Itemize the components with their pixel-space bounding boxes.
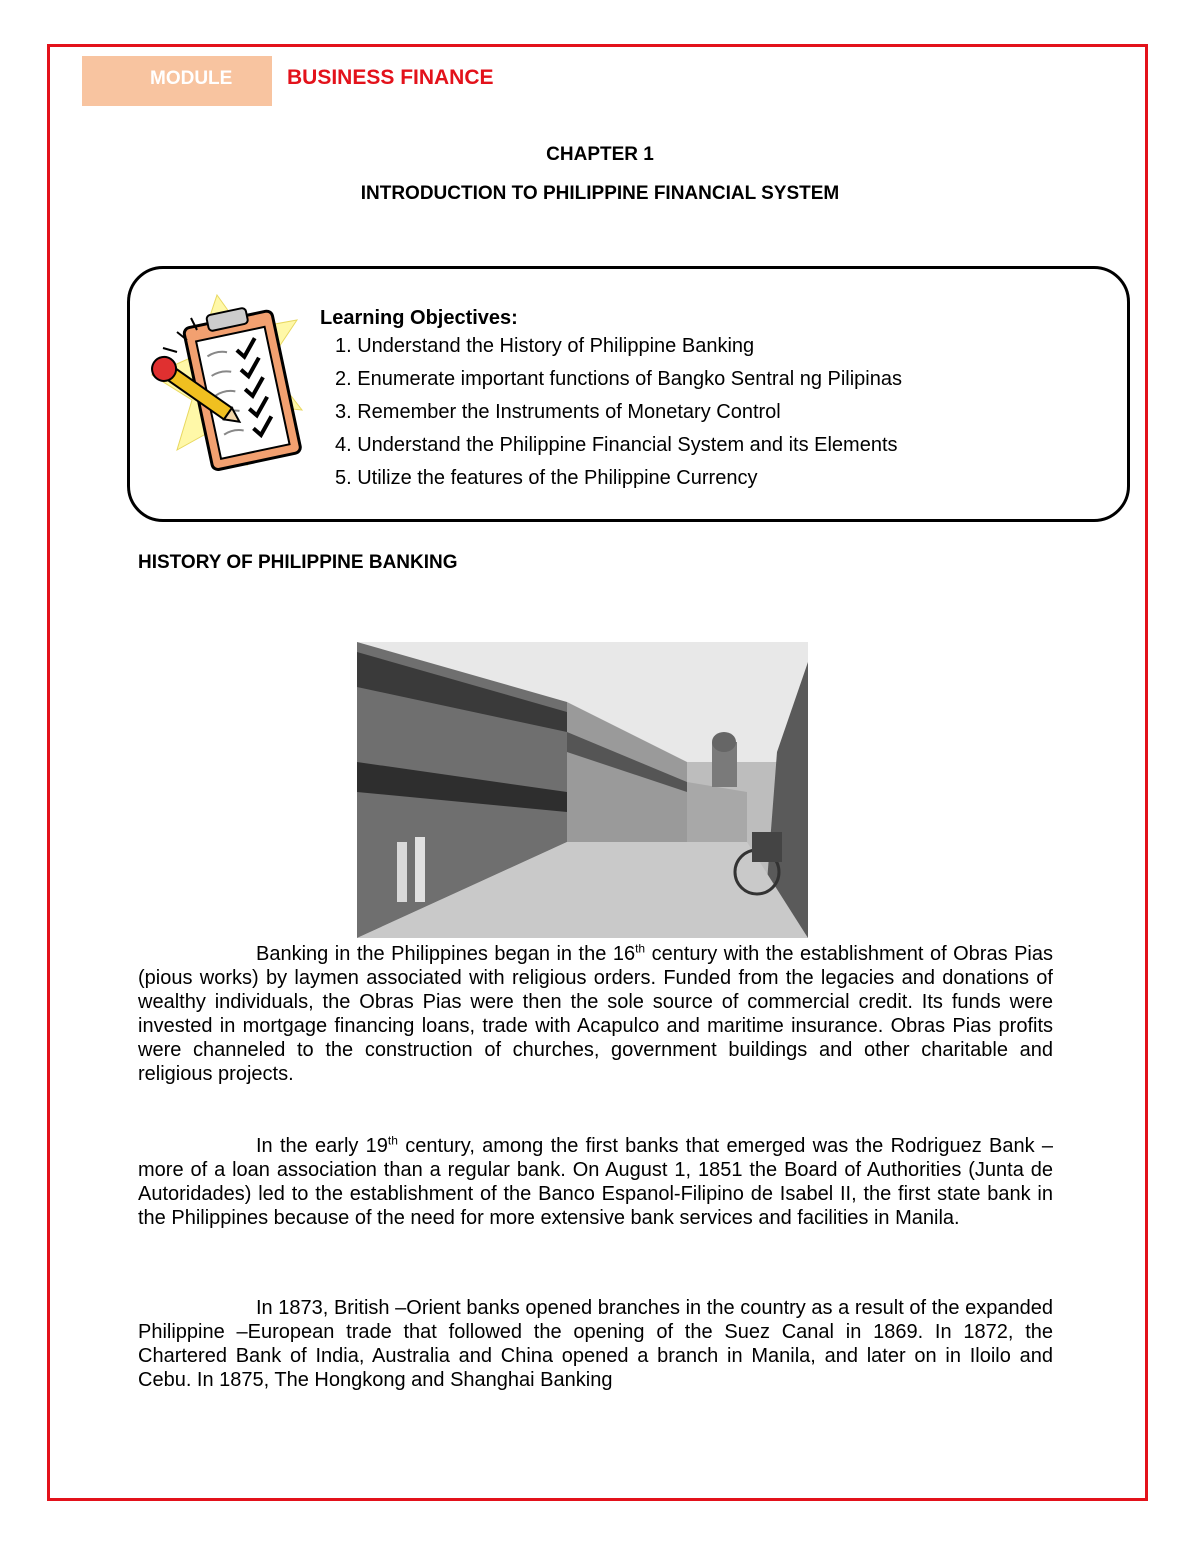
chapter-number: CHAPTER 1	[546, 144, 654, 165]
objective-item: 4. Understand the Philippine Financial System and its Elements	[335, 434, 898, 456]
objective-item: 3. Remember the Instruments of Monetary Control	[335, 401, 781, 423]
module-label: MODULE	[150, 68, 233, 89]
old-manila-street-photo	[357, 642, 808, 938]
objective-item: 5. Utilize the features of the Philippine Currency	[335, 467, 758, 489]
objective-item: 1. Understand the History of Philippine Banking	[335, 335, 755, 357]
section-heading: HISTORY OF PHILIPPINE BANKING	[138, 552, 458, 573]
paragraph-2: In the early 19th century, among the first banks that emerged was the Rodriguez Bank – more of a loan association than a regular bank. On August 1, 1851 the Board of Authorities (Junta de Autoridades) led to the establishment of the Banco Espanol-Filipino de Isabel II, the first state bank in the Philippines because of the need for more extensive bank services and facilities in Manila.	[138, 1133, 1054, 1229]
module-title: BUSINESS FINANCE	[287, 66, 494, 89]
paragraph-1: Banking in the Philippines began in the 16th century with the establishment of Obras Pias (pious works) by laymen associated with religious orders. Funded from the legacies and donations of wealthy individuals, the Obras Pias were then the sole source of commercial credit. Its funds were invested in mortgage financing loans, trade with Acapulco and maritime insurance. Obras Pias profits were channeled to the construction of churches, government buildings and other charitable and religious projects.	[138, 941, 1053, 1085]
objective-item: 2. Enumerate important functions of Bangko Sentral ng Pilipinas	[335, 368, 902, 390]
clipboard-checklist-icon	[147, 290, 307, 480]
objectives-heading: Learning Objectives:	[320, 307, 518, 329]
objectives-list	[335, 333, 902, 498]
chapter-title: INTRODUCTION TO PHILIPPINE FINANCIAL SYSTEM	[360, 183, 840, 204]
paragraph-3: In 1873, British –Orient banks opened branches in the country as a result of the expanded Philippine –European trade that followed the opening of the Suez Canal in 1869. In 1872, the Chartered Bank of India, Australia and China opened a branch in Manila, and later on in Iloilo and Cebu. In 1875, The Hongkong and Shanghai Banking	[138, 1297, 1053, 1391]
